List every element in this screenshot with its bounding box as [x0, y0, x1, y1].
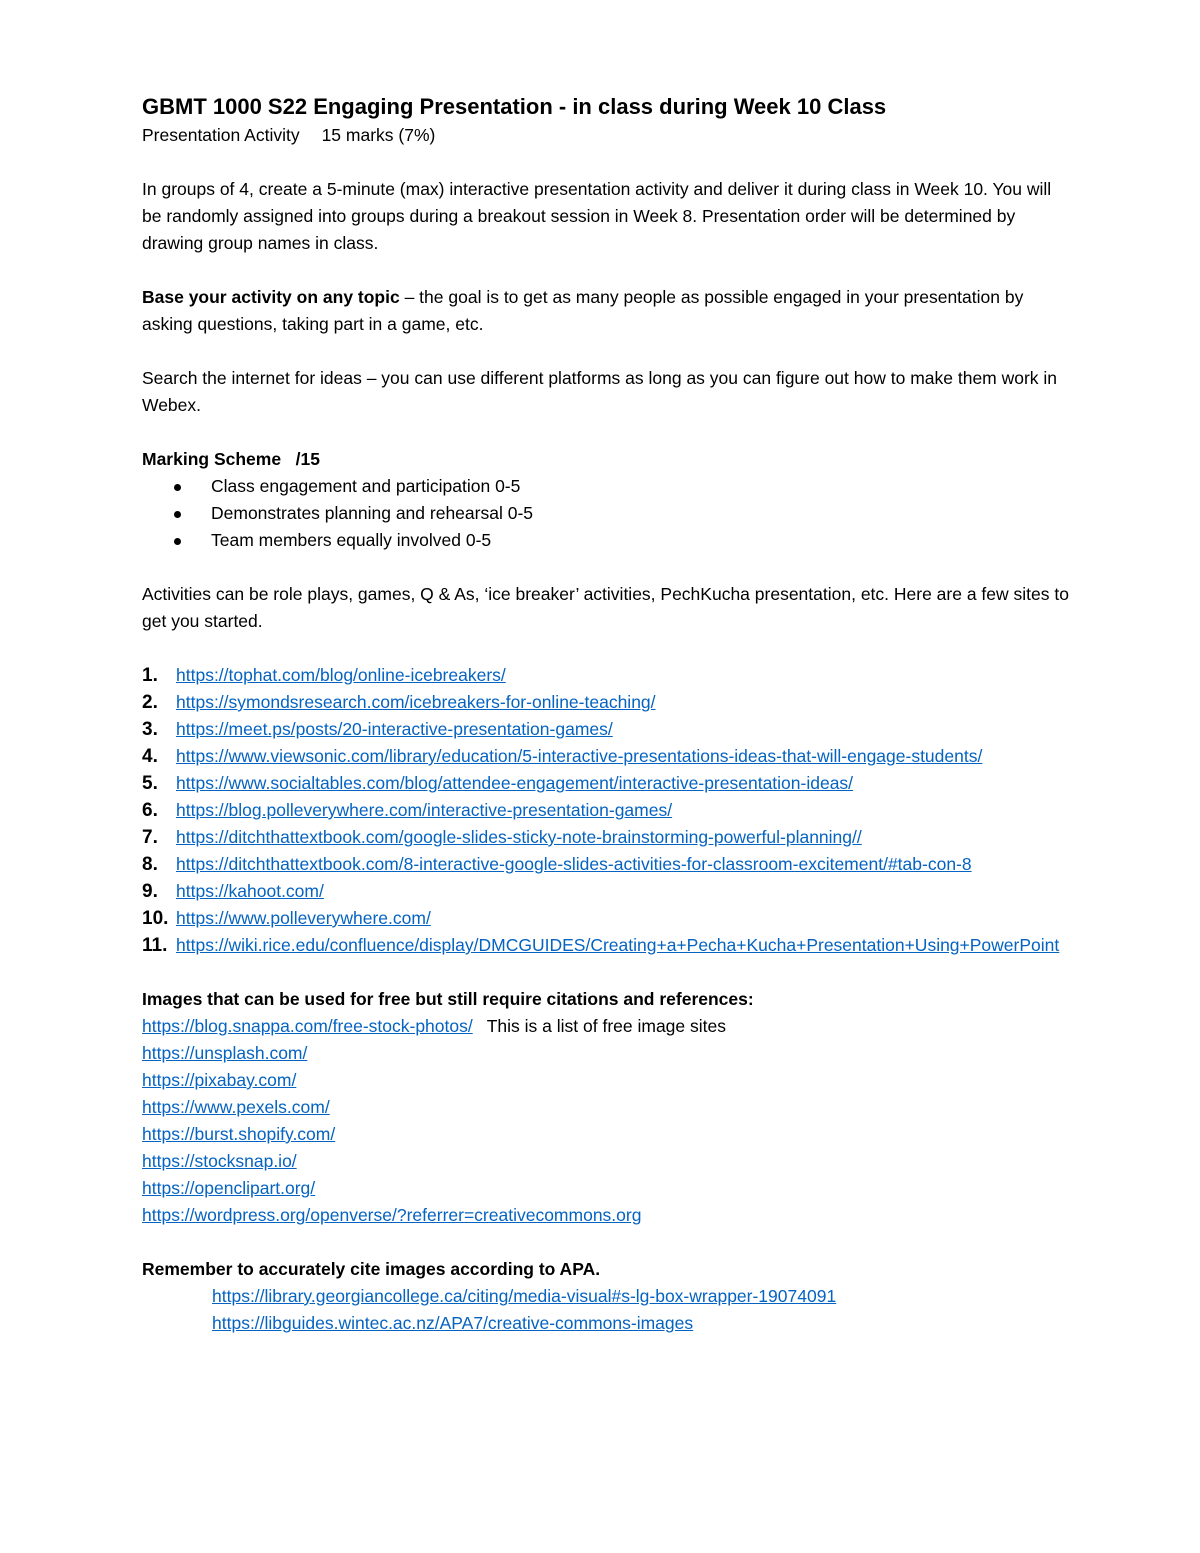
- activity-label: Presentation Activity: [142, 125, 300, 145]
- site-link[interactable]: https://www.viewsonic.com/library/education/5-interactive-presentations-ideas-that-will-engage-students/: [176, 746, 983, 766]
- site-link[interactable]: https://ditchthattextbook.com/8-interactive-google-slides-activities-for-classroom-excitement/#tab-con-8: [176, 854, 972, 874]
- document-title: GBMT 1000 S22 Engaging Presentation - in class during Week 10 Class: [142, 94, 887, 119]
- site-item: 7. https://ditchthattextbook.com/google-slides-sticky-note-brainstorming-powerful-planning//: [142, 827, 862, 848]
- image-site-item: [142, 1202, 1072, 1229]
- marking-heading-text: Marking Scheme: [142, 449, 282, 469]
- apa-link[interactable]: https://library.georgiancollege.ca/citing/media-visual#s-lg-box-wrapper-19074091: [212, 1286, 837, 1306]
- marking-total: /15: [295, 449, 320, 469]
- apa-link[interactable]: https://libguides.wintec.ac.nz/APA7/creative-commons-images: [212, 1313, 694, 1333]
- image-site-link[interactable]: https://blog.snappa.com/free-stock-photos/: [142, 1016, 473, 1036]
- site-item: 10. https://www.polleverywhere.com/: [142, 908, 431, 929]
- site-item: 9. https://kahoot.com/: [142, 881, 324, 902]
- site-item: 1. https://tophat.com/blog/online-icebreakers/: [142, 665, 506, 686]
- image-site-item: [142, 1013, 1072, 1040]
- image-site-item: [142, 1067, 1072, 1094]
- site-item: 11. https://wiki.rice.edu/confluence/display/DMCGUIDES/Creating+a+Pecha+Kucha+Presentation+Using+PowerPoint: [142, 935, 1060, 956]
- image-site-link[interactable]: https://www.pexels.com/: [142, 1097, 330, 1117]
- marking-item: Class engagement and participation 0-5: [142, 473, 1072, 500]
- topic-bold: Base your activity on any topic: [142, 287, 400, 307]
- marking-item: Demonstrates planning and rehearsal 0-5: [142, 500, 1072, 527]
- marking-list: [142, 473, 1072, 554]
- subtitle: [142, 122, 1072, 149]
- site-link[interactable]: https://symondsresearch.com/icebreakers-for-online-teaching/: [176, 692, 656, 712]
- site-item: 6. https://blog.polleverywhere.com/interactive-presentation-games/: [142, 800, 673, 821]
- apa-link-item: [142, 1310, 1072, 1337]
- site-item: 4. https://www.viewsonic.com/library/education/5-interactive-presentations-ideas-that-will-engage-students/: [142, 746, 983, 767]
- image-site-link[interactable]: https://pixabay.com/: [142, 1070, 297, 1090]
- marking-item: Team members equally involved 0-5: [142, 527, 1072, 554]
- site-item: 8. https://ditchthattextbook.com/8-interactive-google-slides-activities-for-classroom-excitement/#tab-con-8: [142, 854, 972, 875]
- bullet-icon: [174, 511, 181, 518]
- image-site-link[interactable]: https://burst.shopify.com/: [142, 1124, 336, 1144]
- site-link[interactable]: https://wiki.rice.edu/confluence/display/DMCGUIDES/Creating+a+Pecha+Kucha+Presentation+Using+PowerPoint: [176, 935, 1060, 955]
- image-site-item: [142, 1148, 1072, 1175]
- apa-link-item: [142, 1283, 1072, 1310]
- site-link[interactable]: https://meet.ps/posts/20-interactive-presentation-games/: [176, 719, 613, 739]
- apa-heading: Remember to accurately cite images according to APA.: [142, 1259, 601, 1279]
- image-site-note: This is a list of free image sites: [486, 1016, 726, 1036]
- apa-links-list: [142, 1283, 1072, 1337]
- marking-heading: [142, 446, 1072, 473]
- site-item: 3. https://meet.ps/posts/20-interactive-presentation-games/: [142, 719, 613, 740]
- image-sites-list: [142, 1013, 1072, 1229]
- image-site-item: [142, 1094, 1072, 1121]
- site-item: 2. https://symondsresearch.com/icebreakers-for-online-teaching/: [142, 692, 656, 713]
- image-site-item: [142, 1175, 1072, 1202]
- site-link[interactable]: https://tophat.com/blog/online-icebreakers/: [176, 665, 506, 685]
- activities-paragraph: Activities can be role plays, games, Q & As, ‘ice breaker’ activities, PechKucha presentation, etc. Here are a few sites to get you started.: [142, 584, 1069, 631]
- site-link[interactable]: https://ditchthattextbook.com/google-slides-sticky-note-brainstorming-powerful-planning//: [176, 827, 862, 847]
- marks-label: 15 marks (7%): [321, 125, 436, 145]
- image-site-link[interactable]: https://openclipart.org/: [142, 1178, 316, 1198]
- site-item: 5. https://www.socialtables.com/blog/attendee-engagement/interactive-presentation-ideas/: [142, 773, 854, 794]
- images-heading: Images that can be used for free but still require citations and references:: [142, 989, 754, 1009]
- site-link[interactable]: https://www.socialtables.com/blog/attendee-engagement/interactive-presentation-ideas/: [176, 773, 854, 793]
- site-link[interactable]: https://blog.polleverywhere.com/interactive-presentation-games/: [176, 800, 673, 820]
- document-page: [142, 92, 1072, 1337]
- image-site-item: [142, 1040, 1072, 1067]
- search-paragraph: Search the internet for ideas – you can use different platforms as long as you can figure out how to make them work in Webex.: [142, 368, 1058, 415]
- sites-list: [142, 662, 1072, 959]
- topic-rest: – the goal is to get as many people as possible engaged in your presentation by asking questions, taking part in a game, etc.: [142, 287, 1024, 334]
- site-link[interactable]: https://www.polleverywhere.com/: [176, 908, 431, 928]
- site-link[interactable]: https://kahoot.com/: [176, 881, 324, 901]
- bullet-icon: [174, 484, 181, 491]
- image-site-link[interactable]: https://stocksnap.io/: [142, 1151, 297, 1171]
- topic-paragraph: [142, 284, 1072, 338]
- bullet-icon: [174, 538, 181, 545]
- intro-paragraph: In groups of 4, create a 5-minute (max) interactive presentation activity and deliver it during class in Week 10. You will be randomly assigned into groups during a breakout session in Week 8. Presentation order will be determined by drawing group names in class.: [142, 179, 1052, 253]
- image-site-link[interactable]: https://wordpress.org/openverse/?referrer=creativecommons.org: [142, 1205, 642, 1225]
- image-site-item: [142, 1121, 1072, 1148]
- image-site-link[interactable]: https://unsplash.com/: [142, 1043, 308, 1063]
